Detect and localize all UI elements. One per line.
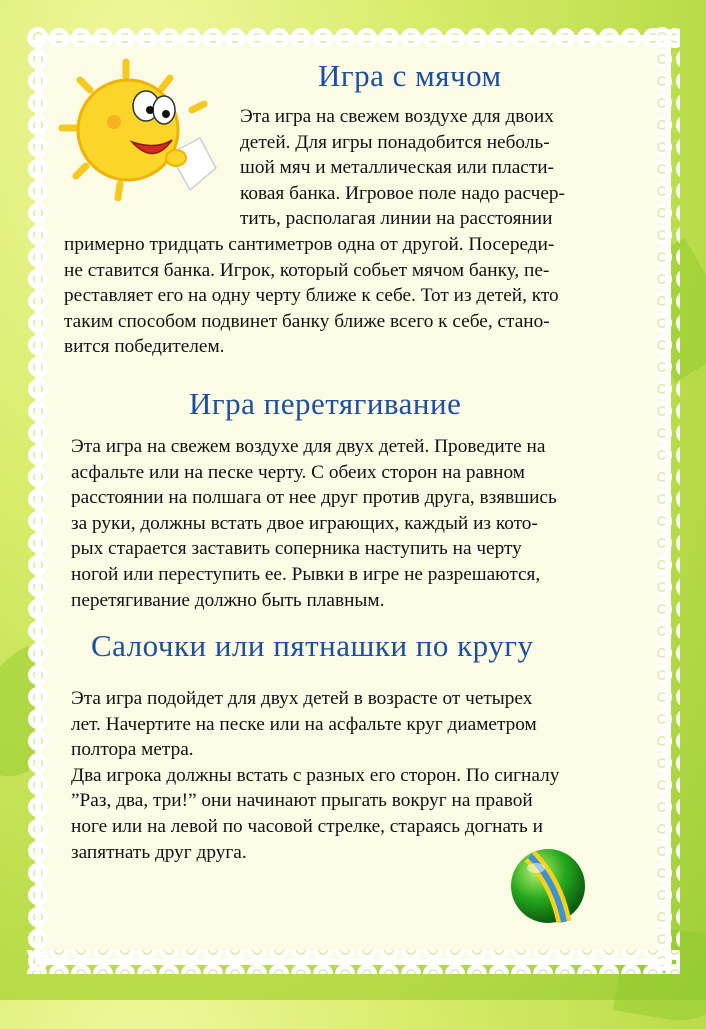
text-line: тить, располагая линии на расстоянии [240, 208, 553, 230]
text-line: Эта игра на свежем воздухе для двоих [240, 106, 554, 127]
text-line: ковая банка. Игровое поле надо расчер- [240, 182, 565, 204]
section-title: Игра перетягивание [189, 386, 462, 421]
text-line: ”Раз, два, три!” они начинают прыгать вокруг на правой [71, 790, 533, 812]
text-line: ногой или переступить ее. Рывки в игре не разрешаются, [71, 563, 541, 585]
section-title: Салочки или пятнашки по кругу [91, 628, 534, 663]
text-line: не ставится банка. Игрок, который собьет мячом банку, пе- [64, 259, 550, 281]
text-line: за руки, должны встать двое играющих, каждый из кото- [71, 512, 538, 534]
text-line: запятнать друг друга. [71, 841, 247, 863]
text-line: шой мяч и металлическая или пласти- [240, 157, 554, 179]
section-paragraph [71, 686, 559, 865]
text-line: Два игрока должны встать с разных его сторон. По сигналу [71, 764, 560, 786]
text-line: перетягивание должно быть плавным. [71, 589, 385, 611]
text-line: Эта игра подойдет для двух детей в возрасте от четырех [71, 688, 533, 709]
section-title: Игра с мячом [318, 58, 502, 93]
text-line: расстоянии на полшага от нее друг против друга, взявшись [71, 487, 557, 509]
text-line: реставляет его на одну черту ближе к себе. Тот из детей, кто [64, 285, 559, 307]
text-line: ноге или на левой по часовой стрелке, стараясь догнать и [71, 815, 543, 837]
text-line: полтора метра. [71, 739, 194, 761]
text-line: лет. Начертите на песке или на асфальте круг диаметром [71, 713, 537, 735]
section-paragraph [64, 104, 565, 360]
text-line: Эта игра на свежем воздухе для двух детей. Проведите на [71, 436, 546, 457]
text-line: детей. Для игры понадобится неболь- [240, 131, 550, 153]
text-line: вится победителем. [64, 336, 225, 358]
text-line: асфальте или на песке черту. С обеих сторон на равном [71, 461, 525, 483]
text-line: примерно тридцать сантиметров одна от другой. Посереди- [64, 233, 555, 255]
text-line: таким способом подвинет банку ближе всего к себе, стано- [64, 310, 550, 332]
section-paragraph [71, 434, 557, 613]
text-line: рых старается заставить соперника наступить на черту [71, 538, 522, 560]
